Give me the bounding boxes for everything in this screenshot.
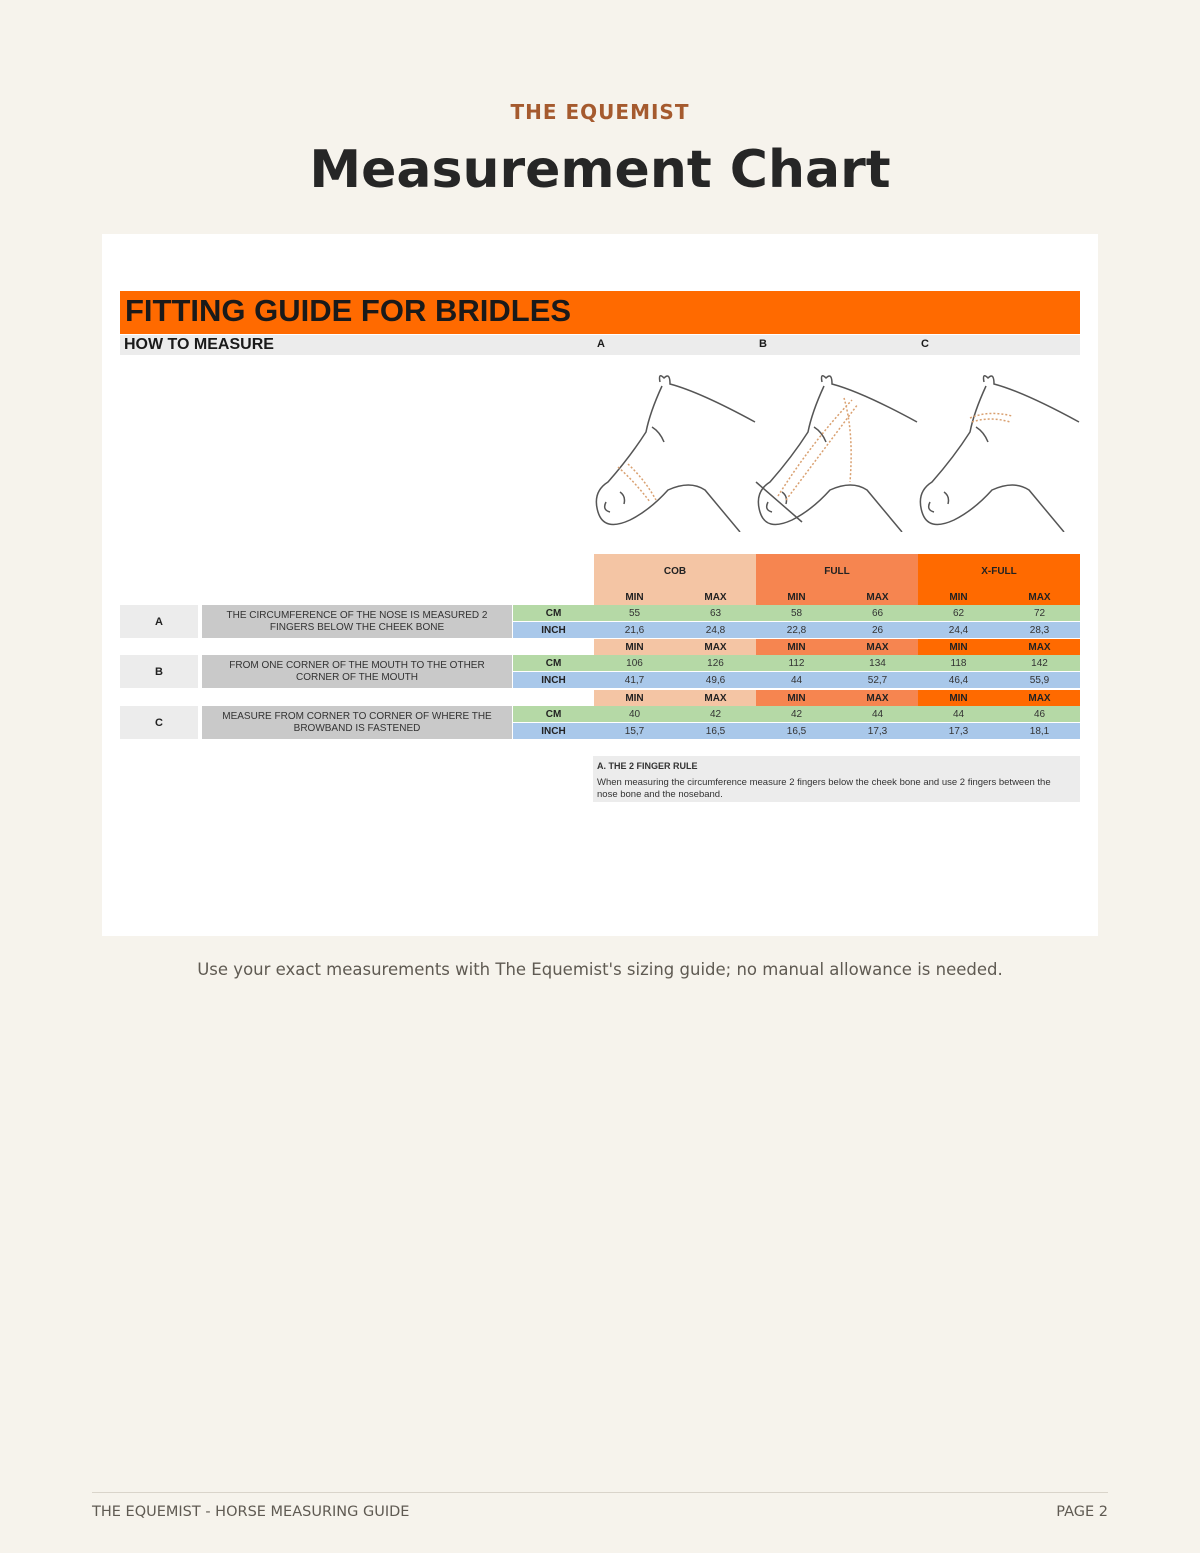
horse-illustrations	[590, 372, 1080, 532]
cm-value: 118	[918, 655, 999, 671]
inch-value: 52,7	[837, 672, 918, 688]
inch-value: 16,5	[675, 723, 756, 739]
horse-head-browband-icon	[920, 376, 1079, 532]
minmax-label: MIN	[594, 690, 675, 706]
cm-value: 58	[756, 605, 837, 621]
unit-cm: CM	[513, 605, 594, 621]
inch-value: 28,3	[999, 622, 1080, 638]
cm-value: 40	[594, 706, 675, 722]
row-label-c: C	[120, 706, 198, 739]
inch-value: 41,7	[594, 672, 675, 688]
cm-value: 72	[999, 605, 1080, 621]
how-to-measure-bar	[120, 335, 1080, 355]
unit-cm: CM	[513, 706, 594, 722]
cm-value: 63	[675, 605, 756, 621]
minmax-label: MAX	[837, 639, 918, 655]
unit-inch: INCH	[513, 672, 594, 688]
minmax-label: MIN	[918, 639, 999, 655]
inch-value: 46,4	[918, 672, 999, 688]
cm-value: 44	[918, 706, 999, 722]
inch-value: 21,6	[594, 622, 675, 638]
inch-value: 44	[756, 672, 837, 688]
cm-value: 42	[756, 706, 837, 722]
unit-inch: INCH	[513, 723, 594, 739]
size-header-1: FULL	[756, 554, 918, 589]
minmax-label: MIN	[594, 639, 675, 655]
inch-value: 26	[837, 622, 918, 638]
size-header-2: X-FULL	[918, 554, 1080, 589]
footer-divider	[92, 1492, 1108, 1493]
inch-value: 55,9	[999, 672, 1080, 688]
cm-value: 142	[999, 655, 1080, 671]
size-header-0: COB	[594, 554, 756, 589]
inch-value: 24,4	[918, 622, 999, 638]
page-title: Measurement Chart	[309, 140, 891, 200]
cm-value: 106	[594, 655, 675, 671]
minmax-label: MAX	[675, 639, 756, 655]
minmax-label: MAX	[675, 589, 756, 605]
cm-value: 134	[837, 655, 918, 671]
row-description: MEASURE FROM CORNER TO CORNER OF WHERE THE BROWBAND IS FASTENED	[202, 706, 512, 739]
cm-value: 126	[675, 655, 756, 671]
minmax-label: MAX	[999, 639, 1080, 655]
row-description: THE CIRCUMFERENCE OF THE NOSE IS MEASURED 2 FINGERS BELOW THE CHEEK BONE	[202, 605, 512, 638]
cm-value: 112	[756, 655, 837, 671]
bridle-fitting-figure	[102, 234, 1098, 936]
how-to-measure-label: HOW TO MEASURE	[124, 336, 274, 353]
inch-value: 24,8	[675, 622, 756, 638]
unit-cm: CM	[513, 655, 594, 671]
inch-value: 17,3	[918, 723, 999, 739]
horse-head-mouth-icon	[756, 376, 917, 532]
minmax-label: MIN	[918, 690, 999, 706]
column-label-c: C	[921, 338, 929, 350]
minmax-label: MIN	[756, 690, 837, 706]
unit-inch: INCH	[513, 622, 594, 638]
two-finger-rule-note	[593, 756, 1080, 802]
minmax-label: MAX	[999, 589, 1080, 605]
page-number: PAGE 2	[1056, 1504, 1108, 1520]
cm-value: 62	[918, 605, 999, 621]
row-description: FROM ONE CORNER OF THE MOUTH TO THE OTHER CORNER OF THE MOUTH	[202, 655, 512, 688]
column-label-b: B	[759, 338, 767, 350]
note-title: A. THE 2 FINGER RULE	[597, 761, 698, 771]
minmax-label: MAX	[837, 589, 918, 605]
minmax-label: MIN	[756, 639, 837, 655]
cm-value: 55	[594, 605, 675, 621]
minmax-label: MIN	[594, 589, 675, 605]
footer-title: THE EQUEMIST - HORSE MEASURING GUIDE	[92, 1504, 410, 1520]
horse-head-nose-icon	[596, 376, 755, 532]
guide-title: FITTING GUIDE FOR BRIDLES	[125, 293, 572, 328]
inch-value: 49,6	[675, 672, 756, 688]
minmax-label: MIN	[756, 589, 837, 605]
cm-value: 42	[675, 706, 756, 722]
brand-name: THE EQUEMIST	[510, 100, 690, 124]
row-label-a: A	[120, 605, 198, 638]
row-label-b: B	[120, 655, 198, 688]
cm-value: 46	[999, 706, 1080, 722]
inch-value: 22,8	[756, 622, 837, 638]
inch-value: 18,1	[999, 723, 1080, 739]
guide-title-bar	[120, 291, 1080, 334]
minmax-label: MAX	[999, 690, 1080, 706]
minmax-label: MAX	[837, 690, 918, 706]
cm-value: 66	[837, 605, 918, 621]
minmax-label: MIN	[918, 589, 999, 605]
caption: Use your exact measurements with The Equemist's sizing guide; no manual allowance is needed.	[197, 960, 1003, 979]
note-body: When measuring the circumference measure 2 fingers below the cheek bone and use 2 fingers between the nose bone and the noseband.	[597, 777, 1051, 800]
column-label-a: A	[597, 338, 605, 350]
inch-value: 15,7	[594, 723, 675, 739]
cm-value: 44	[837, 706, 918, 722]
inch-value: 16,5	[756, 723, 837, 739]
inch-value: 17,3	[837, 723, 918, 739]
minmax-label: MAX	[675, 690, 756, 706]
